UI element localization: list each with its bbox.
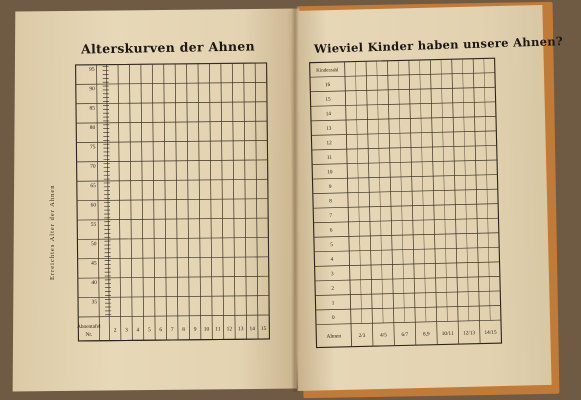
column-line	[409, 60, 416, 345]
column-line	[255, 63, 258, 339]
row-line	[76, 82, 267, 84]
column-line	[187, 64, 190, 340]
row-line	[77, 218, 268, 220]
row-line	[76, 121, 267, 123]
ahnentafel-label-line2: Nr.	[85, 331, 93, 338]
row-line	[314, 218, 499, 223]
row-line	[310, 73, 495, 78]
child-count-label: 5	[330, 242, 333, 249]
row-line	[77, 237, 268, 239]
ahnen-footer-label: Ahnen	[326, 333, 342, 340]
age-tick-label: 45	[91, 260, 97, 267]
row-line	[312, 160, 497, 165]
ahnen-column-label: 8,9	[422, 331, 430, 338]
age-tick-label: 70	[90, 163, 96, 170]
row-line	[310, 87, 495, 92]
row-line	[78, 276, 269, 278]
column-number-label: 15	[260, 325, 267, 333]
age-tick-label: 60	[90, 202, 97, 209]
ahnen-column-label: 6/7	[401, 331, 409, 338]
left-grid-frame	[76, 63, 270, 341]
row-line	[311, 131, 496, 136]
ahnen-column-label: 10/11	[441, 330, 454, 338]
row-line	[313, 189, 498, 194]
age-tick-label: 50	[90, 241, 97, 248]
age-axis-label: Erreichtes Alter der Ahnen	[49, 184, 56, 280]
column-line	[232, 63, 235, 339]
column-number-label: 11	[215, 326, 221, 333]
column-line	[430, 60, 437, 345]
child-count-label: 11	[326, 154, 333, 161]
row-line	[77, 179, 268, 181]
right-page-title: Wieviel Kinder haben unsere Ahnen?	[313, 34, 564, 56]
age-tick-label: 95	[89, 66, 95, 73]
row-line	[76, 141, 267, 143]
right-grid	[310, 58, 502, 347]
column-number-label: 13	[238, 326, 244, 333]
column-line	[452, 59, 459, 344]
label-column-line	[345, 62, 352, 347]
column-line	[152, 64, 155, 340]
row-line	[76, 63, 267, 65]
age-tick-label: 40	[91, 280, 97, 287]
child-count-label: 13	[326, 125, 332, 132]
row-line	[76, 102, 267, 104]
row-line	[315, 291, 500, 296]
column-line	[118, 65, 121, 341]
footer-line	[78, 339, 269, 341]
column-number-label: 9	[193, 326, 197, 333]
child-count-label: 3	[330, 271, 334, 278]
column-line	[129, 64, 132, 340]
row-line	[77, 199, 268, 201]
age-tick-label: 85	[89, 105, 96, 112]
column-number-label: 3	[125, 327, 128, 334]
left-page-title: Alterskurven der Ahnen	[80, 38, 256, 57]
row-line	[312, 145, 497, 150]
column-number-label: 7	[170, 326, 174, 333]
row-line	[314, 233, 499, 238]
column-line	[209, 64, 212, 340]
child-count-label: 15	[325, 96, 331, 103]
column-number-label: 4	[136, 327, 140, 334]
column-number-label: 5	[147, 327, 151, 334]
column-line	[141, 64, 144, 340]
ahnen-column-label: 2/3	[358, 332, 366, 340]
child-count-label: 4	[330, 256, 334, 263]
row-line	[77, 160, 268, 162]
child-count-label: 7	[329, 212, 333, 220]
row-line	[311, 102, 496, 107]
kinderzahl-header: Kinderzahl	[316, 68, 339, 74]
child-count-label: 10	[327, 169, 333, 176]
age-tick-label: 90	[89, 86, 95, 93]
row-line	[78, 296, 269, 298]
row-line	[313, 204, 498, 209]
column-line	[221, 63, 224, 339]
ahnentafel-label-line1: Ahnentafel	[77, 323, 101, 330]
child-count-label: 9	[328, 183, 332, 190]
age-tick-label: 55	[90, 221, 97, 228]
column-number-label: 14	[249, 326, 255, 333]
column-number-label: 2	[113, 327, 117, 334]
ahnen-column-label: 14/15	[484, 329, 497, 336]
child-count-label: 2	[331, 285, 335, 292]
age-tick-label: 80	[89, 124, 96, 131]
right-grid-frame	[310, 58, 502, 347]
child-count-label: 14	[325, 111, 332, 118]
child-count-label: 1	[331, 300, 335, 307]
ahnen-column-label: 12/13	[463, 330, 476, 337]
age-tick-label: 65	[90, 183, 96, 190]
column-line	[164, 64, 167, 340]
row-line	[315, 262, 500, 267]
column-line	[366, 61, 373, 346]
column-number-label: 12	[226, 326, 233, 333]
child-count-label: 8	[329, 198, 332, 205]
column-line	[473, 59, 480, 344]
ahnen-column-label: 4/5	[379, 332, 387, 339]
column-line	[244, 63, 247, 339]
column-number-label: 10	[203, 326, 210, 333]
row-line	[311, 116, 496, 121]
row-line	[312, 175, 497, 180]
row-line	[315, 276, 500, 281]
row-line	[314, 247, 499, 252]
column-line	[198, 64, 201, 340]
column-number-label: 8	[182, 326, 186, 333]
age-tick-label: 75	[89, 144, 96, 151]
left-grid	[74, 63, 269, 341]
child-count-label: 16	[324, 81, 331, 89]
row-line	[78, 315, 269, 317]
column-line	[175, 64, 178, 340]
column-line	[267, 63, 270, 339]
column-number-label: 6	[159, 327, 163, 334]
child-count-label: 12	[326, 140, 332, 147]
child-count-label: 0	[331, 314, 335, 321]
column-line	[387, 61, 394, 346]
child-count-label: 6	[329, 227, 333, 234]
row-line	[316, 320, 501, 325]
row-line	[78, 257, 269, 259]
age-tick-label: 35	[91, 299, 98, 306]
row-line	[316, 306, 501, 311]
